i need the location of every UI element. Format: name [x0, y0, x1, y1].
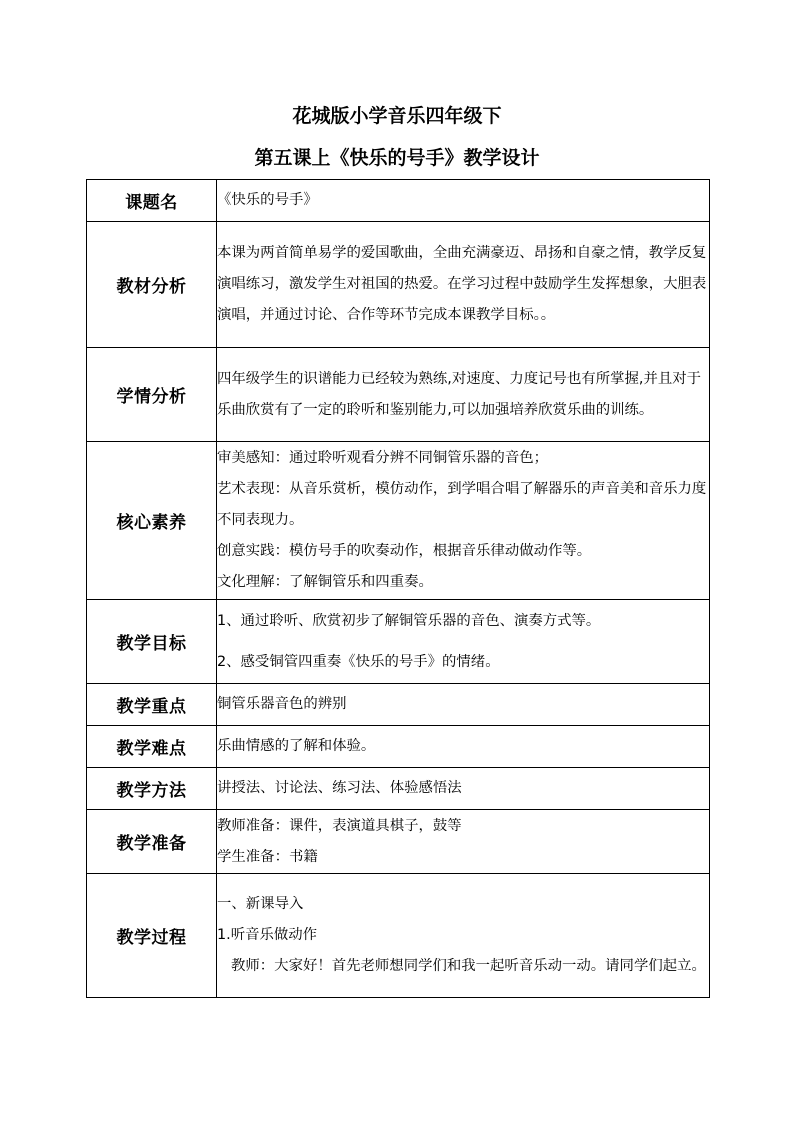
content-line: 1.听音乐做动作 [217, 927, 318, 943]
content-line: 2、感受铜管四重奏《快乐的号手》的情绪。 [217, 653, 500, 670]
content-line: 1、通过聆听、欣赏初步了解铜管乐器的音色、演奏方式等。 [217, 612, 601, 629]
row-label: 教学重点 [87, 684, 217, 726]
row-content [217, 348, 710, 442]
table-row-process [87, 874, 710, 998]
content-line: 四年级学生的识谱能力已经较为熟练,对速度、力度记号也有所掌握,并且对于乐曲欣赏有了一定的聆听和鉴别能力,可以加强培养欣赏乐曲的训练。 [217, 370, 702, 418]
content-line: 一、新课导入 [217, 896, 304, 912]
row-content [217, 874, 710, 998]
content-line: 创意实践：模仿号手的吹奏动作，根据音乐律动做动作等。 [217, 543, 592, 559]
table-row-core-literacy [87, 442, 710, 600]
row-label: 教学目标 [87, 600, 217, 684]
table-row-student-analysis [87, 348, 710, 442]
table-row-preparation [87, 810, 710, 874]
table-row-teaching-goals [87, 600, 710, 684]
content-line: 本课为两首简单易学的爱国歌曲，全曲充满豪迈、昂扬和自豪之情，教学反复演唱练习，激发学生对祖国的热爱。在学习过程中鼓励学生发挥想象，大胆表演唱，并通过讨论、合作等环节完成本课教学目标。。 [217, 245, 707, 323]
row-content [217, 180, 710, 222]
row-label: 学情分析 [87, 348, 217, 442]
content-line: 讲授法、讨论法、练习法、体验感悟法 [217, 780, 462, 796]
row-content [217, 600, 710, 684]
row-label: 教材分析 [87, 222, 217, 348]
row-label: 教学过程 [87, 874, 217, 998]
content-line: 《快乐的号手》 [217, 192, 318, 208]
row-label: 核心素养 [87, 442, 217, 600]
table-row-methods [87, 768, 710, 810]
content-line: 教师准备：课件，表演道具棋子，鼓等 [217, 817, 462, 834]
table-row-topic [87, 180, 710, 222]
row-label: 课题名 [87, 180, 217, 222]
lesson-plan-table [86, 179, 710, 998]
table-row-material-analysis [87, 222, 710, 348]
document-title: 花城版小学音乐四年级下 [292, 105, 502, 127]
row-content [217, 442, 710, 600]
row-label: 教学准备 [87, 810, 217, 874]
row-content [217, 684, 710, 726]
table-row-key-points [87, 684, 710, 726]
row-content [217, 726, 710, 768]
content-line: 学生准备：书籍 [217, 848, 318, 865]
content-line: 文化理解：了解铜管乐和四重奏。 [217, 574, 433, 590]
content-line: 乐曲情感的了解和体验。 [217, 738, 376, 754]
content-line: 教师：大家好！首先老师想同学们和我一起听音乐动一动。请同学们起立。 [231, 958, 706, 974]
table-row-difficulties [87, 726, 710, 768]
row-label: 教学方法 [87, 768, 217, 810]
row-label: 教学难点 [87, 726, 217, 768]
content-line: 铜管乐器音色的辨别 [217, 696, 347, 712]
row-content [217, 810, 710, 874]
row-content [217, 222, 710, 348]
content-line: 审美感知：通过聆听观看分辨不同铜管乐器的音色； [217, 450, 548, 466]
content-line: 艺术表现：从音乐赏析，模仿动作，到学唱合唱了解器乐的声音美和音乐力度不同表现力。 [217, 481, 707, 528]
document-subtitle: 第五课上《快乐的号手》教学设计 [254, 147, 540, 169]
row-content [217, 768, 710, 810]
